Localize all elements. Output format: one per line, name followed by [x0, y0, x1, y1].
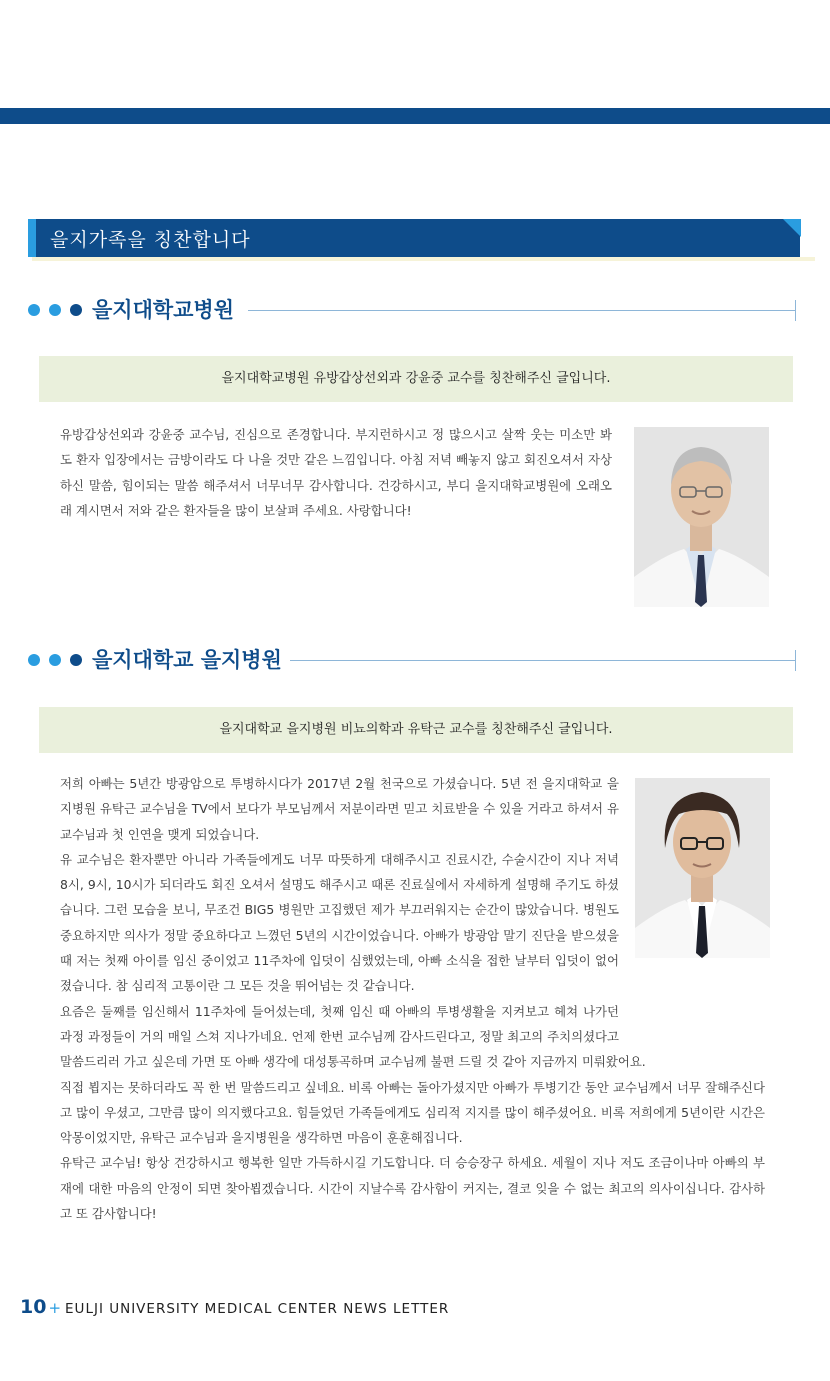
caption-box [39, 356, 793, 402]
section-heading-eulji-hospital [26, 644, 798, 674]
paragraph: 직접 뵙지는 못하더라도 꼭 한 번 말씀드리고 싶네요. 비록 아빠는 돌아가셨지만 아빠가 투병기간 동안 교수님께서 너무 잘해주신다고 많이 우셨고, 그만큼 많이 의지했다고요. 힘들었던 가족들에게도 심리적 지지를 많이 해주셨어요. 비록 저희에게 5년이란 시간은 악몽이었지만, 유탁근 교수님과 을지병원을 생각하면 마음이 훈훈해집니다. [60, 1079, 765, 1146]
paragraph: 유 교수님은 환자뿐만 아니라 가족들에게도 너무 따뜻하게 대해주시고 진료시간, 수술시간이 지나 저녁 8시, 9시, 10시가 되더라도 회진 오셔서 설명도 해주시고 때론 진료실에서 자세하게 설명해 주기도 하셨습니다. 그런 모습을 보니, 무조건 BIG5 병원만 고집했던 제가 부끄러워지는 순간이 많았습니다. 병원도 중요하지만 의사가 정말 중요하다고 느꼈던 5년의 시간이었습니다. 아빠가 방광암 말기 진단을 받으셨을 때 저는 첫째 아이를 임신 중이었고 11주차에 입덧이 심했었는데, 아빠 소식을 접한 날부터 입덧이 없어졌습니다. 참 심리적 고통이란 그 모든 것을 뛰어넘는 것 같습니다. [60, 851, 619, 994]
caption-text: 을지대학교 을지병원 비뇨의학과 유탁근 교수를 칭찬해주신 글입니다. [219, 722, 613, 737]
section-divider [290, 660, 796, 661]
paragraph: 요즘은 둘째를 임신해서 11주차에 들어섰는데, 첫째 임신 때 아빠의 투병생활을 지켜보고 헤쳐 나가던 과정 과정들이 거의 매일 스쳐 지나가네요. 언제 한번 교수님께 감사드린다고, 정말 최고의 주치의셨다고 말씀드리러 가고 싶은데 가면 또 아빠 생각에 대성통곡하며 교수님께 불편 드릴 것 같아 지금까지 미뤄왔어요. [60, 1003, 646, 1070]
header-color-band [0, 108, 830, 124]
section-divider-cap [795, 300, 796, 321]
section-title: 을지대학교병원 [92, 298, 235, 322]
page-number: 10 [20, 1296, 47, 1318]
banner-shadow [32, 257, 815, 261]
paragraph: 유방갑상선외과 강윤중 교수님, 진심으로 존경합니다. 부지런하시고 정 많으시고 살짝 웃는 미소만 봐도 환자 입장에서는 금방이라도 다 나을 것만 같은 느낌입니다. 아침 저녁 빼놓지 않고 회진오셔서 자상하신 말씀, 힘이되는 말씀 해주셔서 너무너무 감사합니다. 건강하시고, 부디 을지대학교병원에 오래오래 계시면서 저와 같은 환자들을 많이 보살펴 주세요. 사랑합니다! [60, 427, 612, 518]
bullet-dot-icon [49, 304, 61, 316]
footer-publication-name: EULJI UNIVERSITY MEDICAL CENTER NEWS LETTER [65, 1301, 450, 1317]
doctor-photo-kang-yoon-joong [634, 427, 769, 607]
bullet-dot-icon [28, 304, 40, 316]
bullet-dot-icon [28, 654, 40, 666]
paragraph: 저희 아빠는 5년간 방광암으로 투병하시다가 2017년 2월 천국으로 가셨습니다. 5년 전 을지대학교 을지병원 유탁근 교수님을 TV에서 보다가 부모님께서 저분이라면 믿고 치료받을 수 있을 거라고 하셔서 유 교수님과 첫 인연을 맺게 되었습니다. [60, 776, 619, 842]
bullet-dot-icon [70, 304, 82, 316]
section-divider-cap [795, 650, 796, 671]
banner-title: 을지가족을 칭찬합니다 [50, 229, 251, 251]
testimonial-text [60, 422, 612, 523]
section-heading-eulji-university-hospital [26, 294, 798, 324]
section-title: 을지대학교 을지병원 [92, 648, 282, 672]
paragraph: 유탁근 교수님! 항상 건강하시고 행복한 일만 가득하시길 기도합니다. 더 승승장구 하세요. 세월이 지나 저도 조금이나마 아빠의 부재에 대한 마음의 안정이 되면 찾아뵙겠습니다. 시간이 지날수록 감사함이 커지는, 결코 잊을 수 없는 최고의 의사이십니다. 감사하고 또 감사합니다! [60, 1155, 765, 1222]
plus-icon: + [48, 1299, 62, 1317]
doctor-photo-yoo-tak-geun [635, 778, 770, 958]
section-divider [248, 310, 796, 311]
caption-text: 을지대학교병원 유방갑상선외과 강윤중 교수를 칭찬해주신 글입니다. [221, 371, 611, 386]
caption-box [39, 707, 793, 753]
bullet-dot-icon [70, 654, 82, 666]
page-footer [20, 1296, 449, 1318]
bullet-dot-icon [49, 654, 61, 666]
